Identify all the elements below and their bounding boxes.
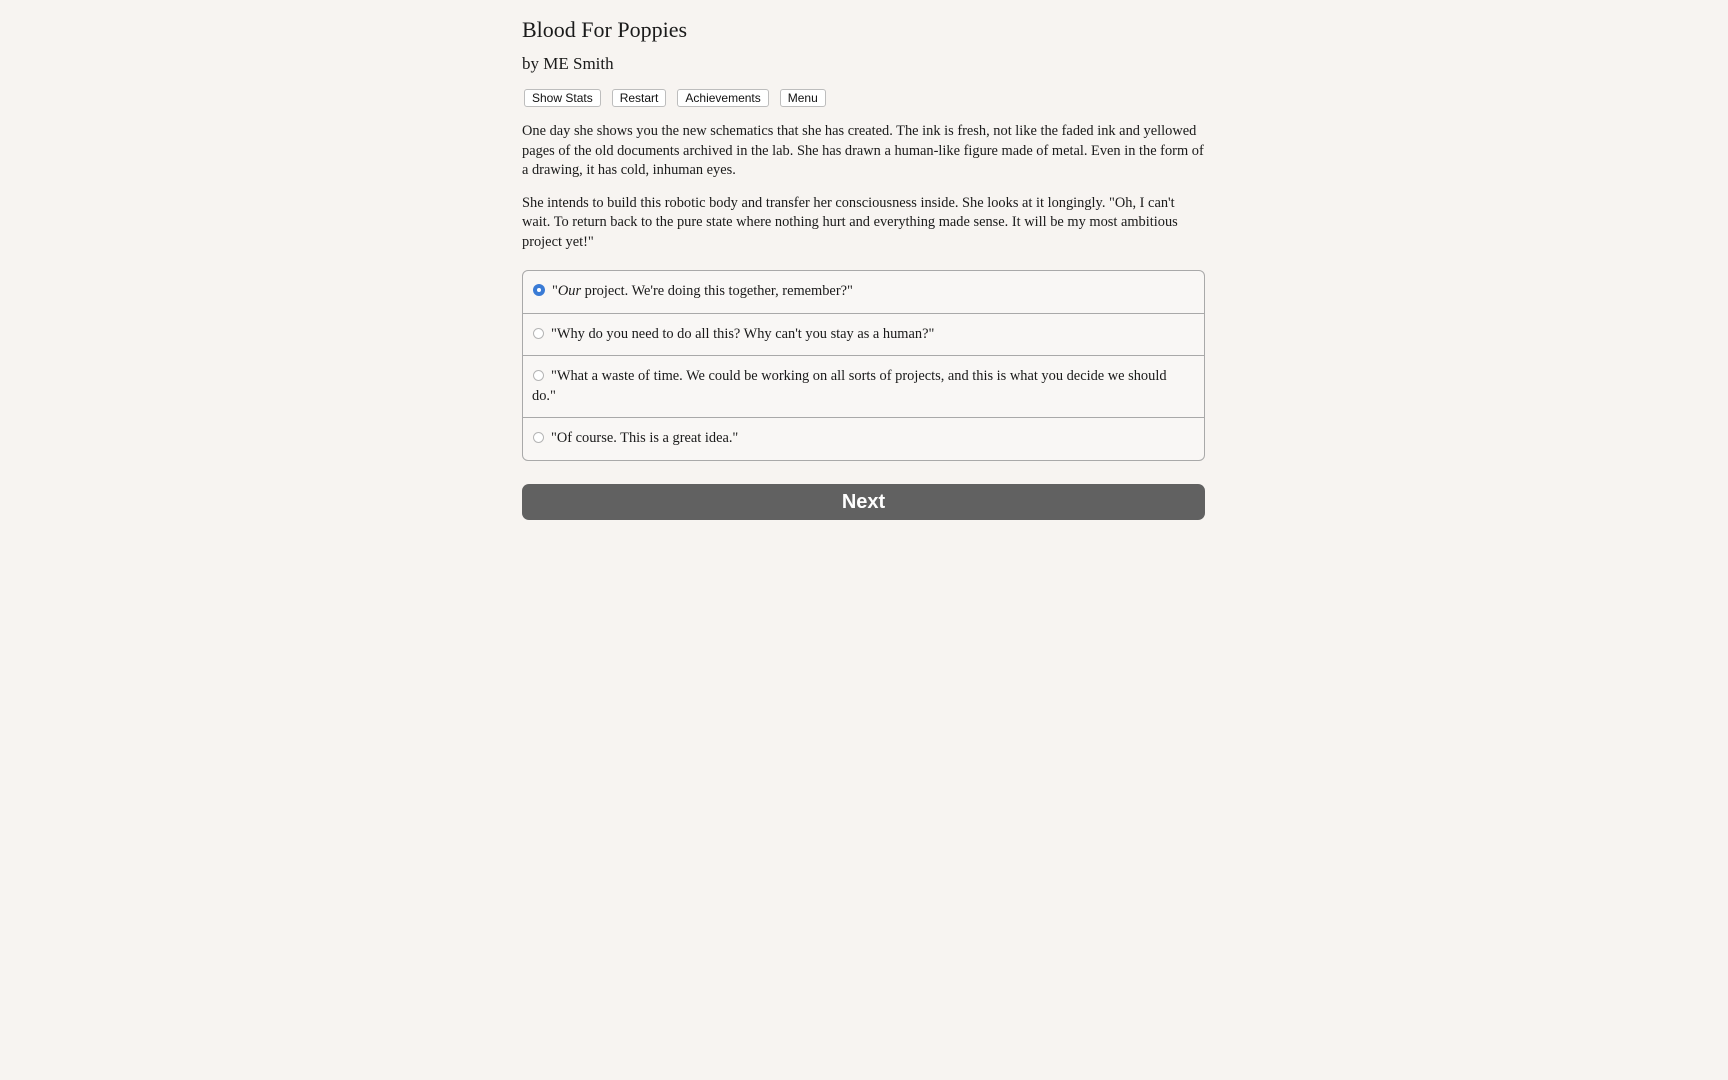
choice-prefix: " xyxy=(552,283,558,299)
choice-label: "Why do you need to do all this? Why can't you stay as a human?" xyxy=(551,325,935,342)
story-paragraph: She intends to build this robotic body and transfer her consciousness inside. She looks at it longingly. "Oh, I can't wait. To return back to the pure state where nothing hurt and everything made sense. It will be my most ambitious project yet!" xyxy=(522,194,1178,250)
radio-unselected-icon[interactable] xyxy=(533,370,544,381)
choice-label: project. We're doing this together, remember?" xyxy=(581,283,853,299)
choice-label: "Of course. This is a great idea." xyxy=(551,430,739,447)
menu-button[interactable]: Menu xyxy=(780,89,826,107)
choice-option-2[interactable] xyxy=(523,355,1204,417)
achievements-button[interactable]: Achievements xyxy=(677,89,768,107)
game-title: Blood For Poppies xyxy=(522,17,688,42)
story-text xyxy=(522,122,1206,266)
radio-unselected-icon[interactable] xyxy=(533,432,544,443)
restart-button[interactable]: Restart xyxy=(612,89,667,107)
show-stats-button[interactable]: Show Stats xyxy=(524,89,601,107)
story-paragraph: One day she shows you the new schematics that she has created. The ink is fresh, not like the faded ink and yellowed pages of the old documents archived in the lab. She has drawn a human-like figure made of metal. Even in the form of a drawing, it has cold, inhuman eyes. xyxy=(522,123,1204,179)
choice-option-3[interactable] xyxy=(523,417,1204,460)
radio-unselected-icon[interactable] xyxy=(533,328,544,339)
choice-emphasis: Our xyxy=(557,283,582,299)
toolbar xyxy=(524,89,826,107)
choice-list xyxy=(522,270,1205,461)
choice-option-0[interactable] xyxy=(523,271,1204,313)
choice-label: "What a waste of time. We could be working on all sorts of projects, and this is what you decide we should do." xyxy=(532,368,1167,404)
next-button[interactable]: Next xyxy=(522,484,1205,520)
choice-option-1[interactable] xyxy=(523,313,1204,356)
game-author: by ME Smith xyxy=(522,54,614,73)
radio-selected-icon[interactable] xyxy=(533,284,545,296)
